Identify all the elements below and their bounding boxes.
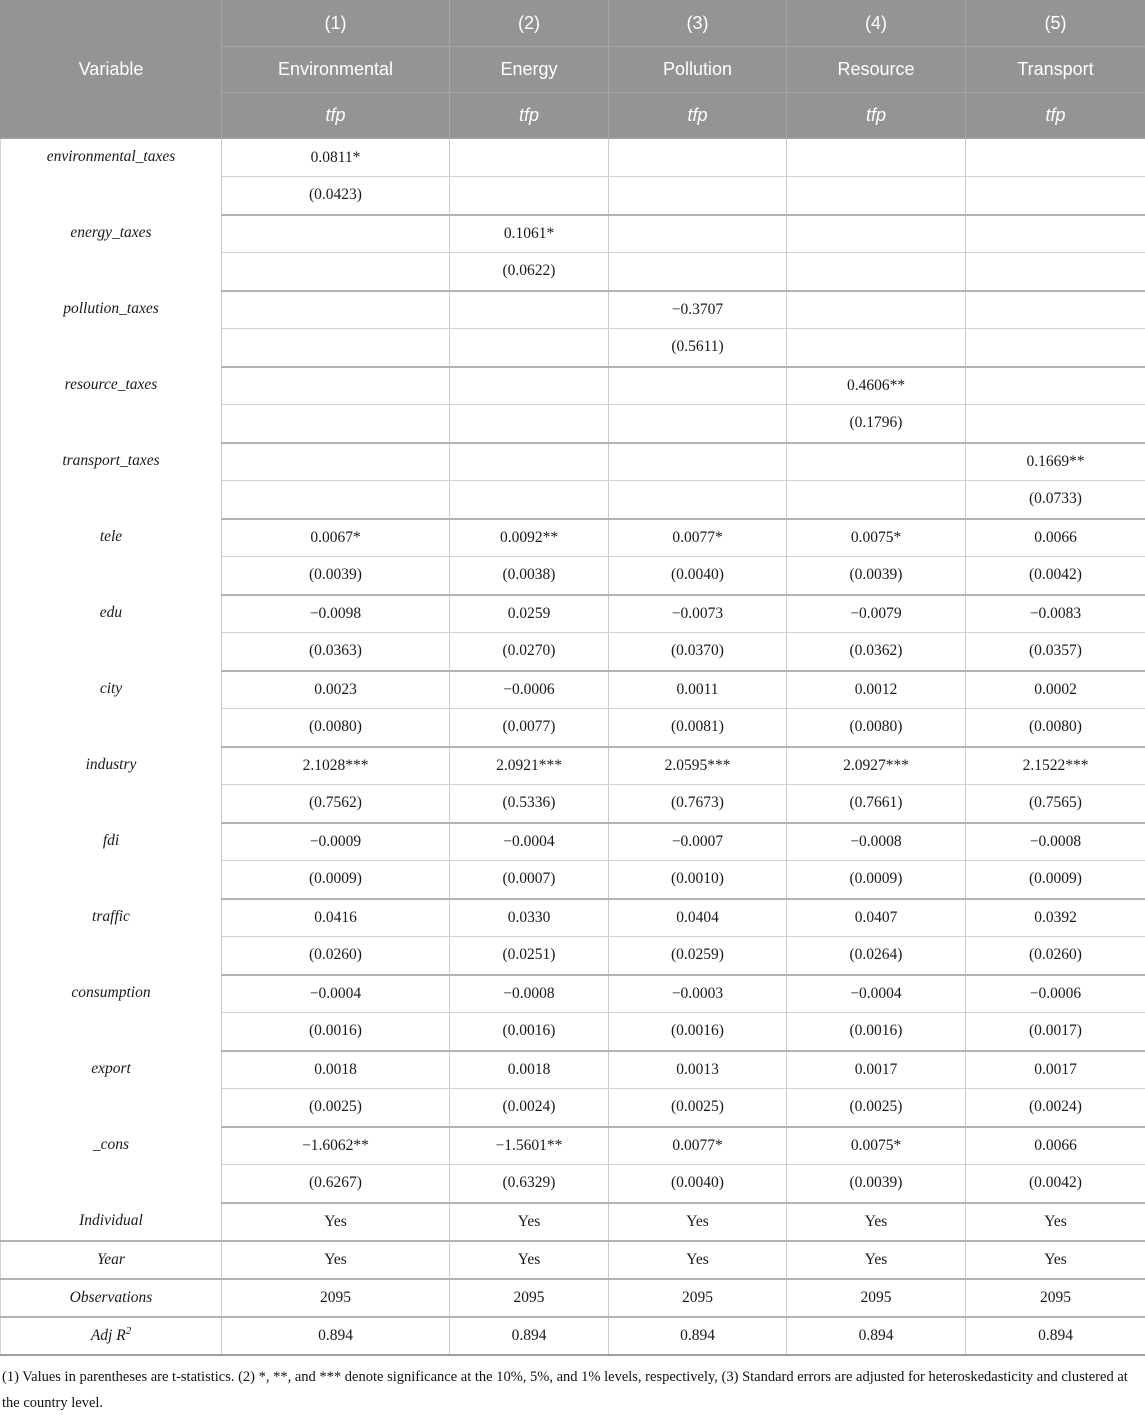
- stderr-cell: [609, 405, 787, 443]
- coefficient-cell: 0.4606**: [787, 367, 966, 405]
- coefficient-cell: [450, 367, 609, 405]
- summary-cell: Yes: [450, 1241, 609, 1279]
- col-header-model-4: Resource: [787, 47, 966, 93]
- coefficient-cell: 0.0018: [222, 1051, 450, 1089]
- stderr-cell: (0.6329): [450, 1165, 609, 1203]
- summary-cell: 2095: [222, 1279, 450, 1317]
- stderr-cell: (0.0362): [787, 633, 966, 671]
- coefficient-cell: [966, 215, 1145, 253]
- coefficient-cell: 0.0066: [966, 1127, 1145, 1165]
- summary-label: Observations: [1, 1279, 222, 1317]
- summary-cell: 0.894: [787, 1317, 966, 1355]
- stderr-cell: [222, 329, 450, 367]
- col-header-number-1: (1): [222, 1, 450, 47]
- summary-cell: Yes: [609, 1241, 787, 1279]
- col-header-number-3: (3): [609, 1, 787, 47]
- stderr-cell: (0.0423): [222, 177, 450, 215]
- coefficient-row: [1, 139, 1145, 177]
- col-header-number-2: (2): [450, 1, 609, 47]
- stderr-cell: (0.0025): [787, 1089, 966, 1127]
- col-header-number-5: (5): [966, 1, 1145, 47]
- coefficient-cell: −0.3707: [609, 291, 787, 329]
- stderr-cell: (0.0270): [450, 633, 609, 671]
- stderr-cell: (0.0081): [609, 709, 787, 747]
- summary-label: Adj $R^2$: [1, 1317, 222, 1355]
- coefficient-cell: 0.0013: [609, 1051, 787, 1089]
- stderr-cell: (0.0007): [450, 861, 609, 899]
- coefficient-cell: −0.0004: [450, 823, 609, 861]
- table-footnote: (1) Values in parentheses are t-statistics. (2) *, **, and *** denote significance at the 10%, 5%, and 1% levels, respectively, (3) Standard errors are adjusted for heteroskedasticity and clustered at the country level.: [2, 1368, 1128, 1412]
- stderr-cell: [966, 405, 1145, 443]
- stderr-cell: [787, 177, 966, 215]
- stderr-cell: (0.0251): [450, 937, 609, 975]
- coefficient-row: [1, 899, 1145, 937]
- summary-cell: Yes: [222, 1241, 450, 1279]
- stderr-cell: (0.0039): [787, 1165, 966, 1203]
- coefficient-row: [1, 1051, 1145, 1089]
- stderr-cell: (0.0622): [450, 253, 609, 291]
- coefficient-cell: 0.0075*: [787, 519, 966, 557]
- coefficient-cell: [787, 291, 966, 329]
- coefficient-cell: 0.0404: [609, 899, 787, 937]
- stderr-cell: (0.0016): [787, 1013, 966, 1051]
- coefficient-cell: −0.0006: [966, 975, 1145, 1013]
- coefficient-cell: −0.0003: [609, 975, 787, 1013]
- stderr-cell: [222, 481, 450, 519]
- stderr-cell: [966, 329, 1145, 367]
- summary-cell: 2095: [450, 1279, 609, 1317]
- coefficient-cell: 0.0017: [966, 1051, 1145, 1089]
- coefficient-cell: −0.0008: [450, 975, 609, 1013]
- stderr-cell: [966, 253, 1145, 291]
- coefficient-cell: −1.5601**: [450, 1127, 609, 1165]
- stderr-cell: (0.0025): [609, 1089, 787, 1127]
- col-header-depvar-5: tfp: [966, 93, 1145, 139]
- summary-cell: 2095: [966, 1279, 1145, 1317]
- stderr-cell: (0.5611): [609, 329, 787, 367]
- stderr-cell: [609, 253, 787, 291]
- stderr-cell: (0.5336): [450, 785, 609, 823]
- coefficient-cell: −0.0098: [222, 595, 450, 633]
- stderr-cell: (0.0370): [609, 633, 787, 671]
- variable-label: pollution_taxes: [1, 291, 222, 367]
- variable-label: environmental_taxes: [1, 139, 222, 215]
- coefficient-cell: 0.0416: [222, 899, 450, 937]
- header-row-numbers: [1, 1, 1145, 47]
- col-header-model-3: Pollution: [609, 47, 787, 93]
- summary-cell: Yes: [450, 1203, 609, 1241]
- coefficient-cell: [450, 139, 609, 177]
- coefficient-cell: [966, 367, 1145, 405]
- summary-row: [1, 1241, 1145, 1279]
- col-header-number-4: (4): [787, 1, 966, 47]
- coefficient-cell: [787, 443, 966, 481]
- stderr-cell: (0.0733): [966, 481, 1145, 519]
- summary-row: [1, 1279, 1145, 1317]
- coefficient-cell: 0.0017: [787, 1051, 966, 1089]
- stderr-cell: [787, 329, 966, 367]
- coefficient-cell: 0.0018: [450, 1051, 609, 1089]
- coefficient-cell: 2.1522***: [966, 747, 1145, 785]
- stderr-cell: [450, 481, 609, 519]
- coefficient-row: [1, 1127, 1145, 1165]
- coefficient-row: [1, 823, 1145, 861]
- coefficient-cell: 0.0077*: [609, 1127, 787, 1165]
- col-header-depvar-3: tfp: [609, 93, 787, 139]
- coefficient-cell: [222, 367, 450, 405]
- coefficient-cell: 0.0012: [787, 671, 966, 709]
- coefficient-cell: −0.0007: [609, 823, 787, 861]
- coefficient-cell: 0.0077*: [609, 519, 787, 557]
- col-header-depvar-4: tfp: [787, 93, 966, 139]
- summary-cell: 0.894: [966, 1317, 1145, 1355]
- coefficient-cell: −0.0083: [966, 595, 1145, 633]
- coefficient-cell: 0.0811*: [222, 139, 450, 177]
- stderr-cell: (0.0009): [787, 861, 966, 899]
- coefficient-cell: [609, 215, 787, 253]
- coefficient-row: [1, 671, 1145, 709]
- col-header-model-2: Energy: [450, 47, 609, 93]
- stderr-cell: (0.0025): [222, 1089, 450, 1127]
- stderr-cell: (0.0016): [609, 1013, 787, 1051]
- stderr-cell: (0.0080): [787, 709, 966, 747]
- stderr-cell: (0.0010): [609, 861, 787, 899]
- coefficient-cell: 0.0407: [787, 899, 966, 937]
- stderr-cell: (0.0038): [450, 557, 609, 595]
- coefficient-cell: 0.0023: [222, 671, 450, 709]
- summary-cell: 0.894: [450, 1317, 609, 1355]
- coefficient-cell: 0.0067*: [222, 519, 450, 557]
- coefficient-cell: [450, 443, 609, 481]
- stderr-cell: (0.0042): [966, 557, 1145, 595]
- coefficient-row: [1, 291, 1145, 329]
- coefficient-cell: −0.0009: [222, 823, 450, 861]
- variable-label: resource_taxes: [1, 367, 222, 443]
- summary-cell: Yes: [609, 1203, 787, 1241]
- stderr-cell: (0.0260): [222, 937, 450, 975]
- variable-label: industry: [1, 747, 222, 823]
- table-header: [1, 1, 1145, 139]
- stderr-cell: (0.0357): [966, 633, 1145, 671]
- coefficient-cell: −0.0008: [787, 823, 966, 861]
- variable-label: transport_taxes: [1, 443, 222, 519]
- summary-cell: 0.894: [609, 1317, 787, 1355]
- stderr-cell: [222, 253, 450, 291]
- coefficient-cell: [609, 443, 787, 481]
- summary-cell: Yes: [222, 1203, 450, 1241]
- stderr-cell: [222, 405, 450, 443]
- stderr-cell: [609, 177, 787, 215]
- stderr-cell: [609, 481, 787, 519]
- coefficient-cell: [609, 367, 787, 405]
- stderr-cell: (0.0016): [450, 1013, 609, 1051]
- coefficient-cell: [450, 291, 609, 329]
- summary-cell: 2095: [787, 1279, 966, 1317]
- stderr-cell: [450, 177, 609, 215]
- col-header-model-1: Environmental: [222, 47, 450, 93]
- coefficient-cell: 0.0011: [609, 671, 787, 709]
- stderr-cell: (0.0009): [966, 861, 1145, 899]
- summary-cell: Yes: [787, 1241, 966, 1279]
- coefficient-cell: [222, 291, 450, 329]
- stderr-cell: (0.0259): [609, 937, 787, 975]
- coefficient-cell: 2.0921***: [450, 747, 609, 785]
- stderr-cell: [450, 405, 609, 443]
- stderr-cell: (0.0040): [609, 557, 787, 595]
- coefficient-cell: −1.6062**: [222, 1127, 450, 1165]
- coefficient-cell: [787, 215, 966, 253]
- summary-cell: Yes: [966, 1241, 1145, 1279]
- coefficient-cell: −0.0073: [609, 595, 787, 633]
- stderr-cell: (0.0260): [966, 937, 1145, 975]
- coefficient-cell: 2.0595***: [609, 747, 787, 785]
- stderr-cell: (0.1796): [787, 405, 966, 443]
- coefficient-cell: [787, 139, 966, 177]
- variable-label: traffic: [1, 899, 222, 975]
- summary-row: [1, 1317, 1145, 1355]
- stderr-cell: (0.7562): [222, 785, 450, 823]
- variable-label: energy_taxes: [1, 215, 222, 291]
- stderr-cell: (0.0040): [609, 1165, 787, 1203]
- coefficient-cell: −0.0079: [787, 595, 966, 633]
- coefficient-cell: −0.0004: [222, 975, 450, 1013]
- stderr-cell: (0.0009): [222, 861, 450, 899]
- coefficient-row: [1, 443, 1145, 481]
- coefficient-cell: 0.0092**: [450, 519, 609, 557]
- coefficient-row: [1, 595, 1145, 633]
- coefficient-cell: 2.0927***: [787, 747, 966, 785]
- stderr-cell: (0.0077): [450, 709, 609, 747]
- coefficient-cell: 2.1028***: [222, 747, 450, 785]
- coefficient-cell: −0.0008: [966, 823, 1145, 861]
- stderr-cell: (0.0080): [222, 709, 450, 747]
- summary-label: Year: [1, 1241, 222, 1279]
- stderr-cell: (0.0363): [222, 633, 450, 671]
- coefficient-cell: −0.0004: [787, 975, 966, 1013]
- summary-cell: Yes: [787, 1203, 966, 1241]
- coefficient-row: [1, 519, 1145, 557]
- stderr-cell: [787, 481, 966, 519]
- coefficient-cell: 0.0066: [966, 519, 1145, 557]
- coefficient-row: [1, 747, 1145, 785]
- coefficient-cell: 0.0392: [966, 899, 1145, 937]
- stderr-cell: (0.0264): [787, 937, 966, 975]
- stderr-cell: (0.0024): [966, 1089, 1145, 1127]
- col-header-depvar-2: tfp: [450, 93, 609, 139]
- stderr-cell: [787, 253, 966, 291]
- variable-label: city: [1, 671, 222, 747]
- summary-label: Individual: [1, 1203, 222, 1241]
- variable-label: tele: [1, 519, 222, 595]
- coefficient-row: [1, 975, 1145, 1013]
- coefficient-cell: [966, 291, 1145, 329]
- stderr-cell: (0.0024): [450, 1089, 609, 1127]
- coefficient-row: [1, 215, 1145, 253]
- stderr-cell: (0.0039): [222, 557, 450, 595]
- stderr-cell: (0.0017): [966, 1013, 1145, 1051]
- coefficient-cell: 0.1061*: [450, 215, 609, 253]
- table-body: [1, 139, 1145, 1355]
- col-header-depvar-1: tfp: [222, 93, 450, 139]
- coefficient-cell: −0.0006: [450, 671, 609, 709]
- summary-cell: Yes: [966, 1203, 1145, 1241]
- coefficient-cell: 0.0075*: [787, 1127, 966, 1165]
- stderr-cell: (0.0080): [966, 709, 1145, 747]
- coefficient-cell: [222, 215, 450, 253]
- coefficient-row: [1, 367, 1145, 405]
- coefficient-cell: 0.0259: [450, 595, 609, 633]
- col-header-variable: Variable: [1, 1, 222, 139]
- coefficient-cell: [966, 139, 1145, 177]
- stderr-cell: (0.6267): [222, 1165, 450, 1203]
- stderr-cell: [966, 177, 1145, 215]
- coefficient-cell: 0.0330: [450, 899, 609, 937]
- stderr-cell: (0.0016): [222, 1013, 450, 1051]
- coefficient-cell: [609, 139, 787, 177]
- stderr-cell: (0.7661): [787, 785, 966, 823]
- variable-label: export: [1, 1051, 222, 1127]
- variable-label: _cons: [1, 1127, 222, 1203]
- variable-label: edu: [1, 595, 222, 671]
- stderr-cell: (0.0042): [966, 1165, 1145, 1203]
- stderr-cell: (0.0039): [787, 557, 966, 595]
- summary-label-superscript: 2: [125, 1325, 132, 1338]
- summary-cell: 0.894: [222, 1317, 450, 1355]
- summary-cell: 2095: [609, 1279, 787, 1317]
- coefficient-cell: [222, 443, 450, 481]
- coefficient-cell: 0.0002: [966, 671, 1145, 709]
- col-header-model-5: Transport: [966, 47, 1145, 93]
- variable-label: consumption: [1, 975, 222, 1051]
- variable-label: fdi: [1, 823, 222, 899]
- stderr-cell: (0.7565): [966, 785, 1145, 823]
- coefficient-cell: 0.1669**: [966, 443, 1145, 481]
- summary-row: [1, 1203, 1145, 1241]
- stderr-cell: [450, 329, 609, 367]
- stderr-cell: (0.7673): [609, 785, 787, 823]
